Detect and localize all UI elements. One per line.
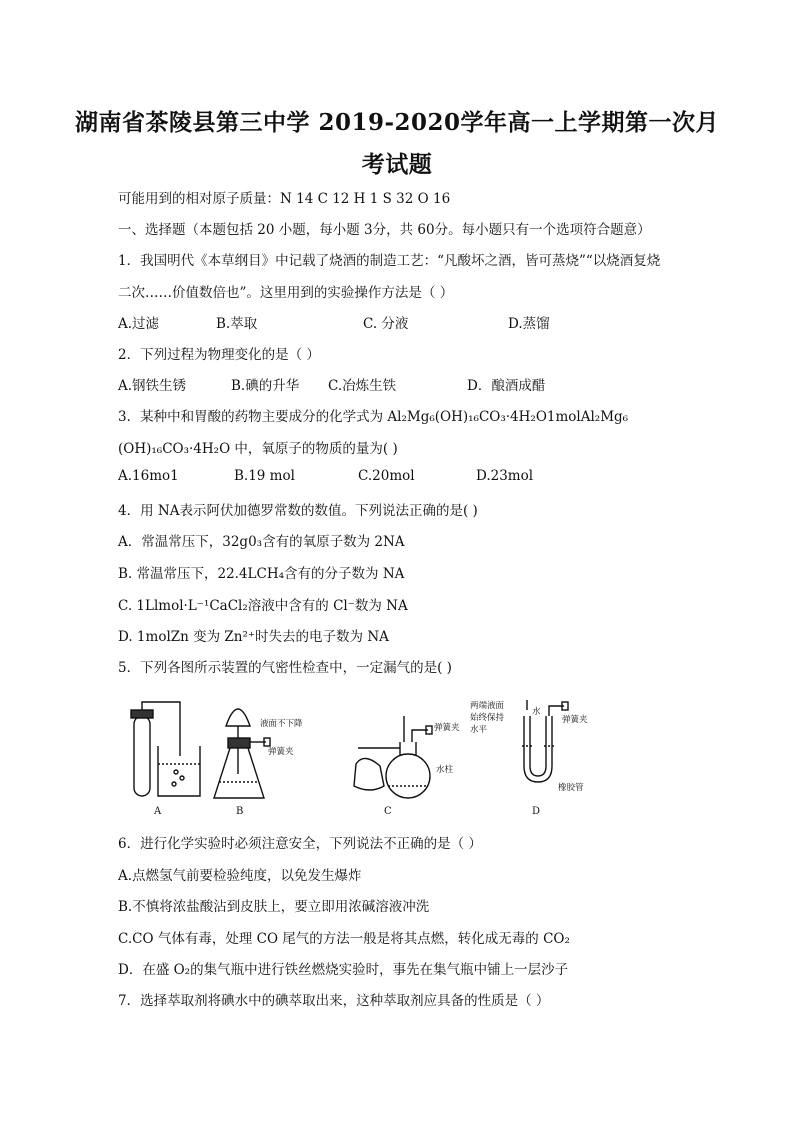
apparatus-a [131,702,200,796]
q2-option-b: B.碘的升华 [231,378,300,394]
q5-stem: 5．下列各图所示装置的气密性检查中，一定漏气的是( ) [118,660,452,676]
q3-formula-line2: (OH)₁₆CO₃·4H₂O [118,441,231,457]
atomic-masses-note: 可能用到的相对原子质量：N 14 C 12 H 1 S 32 O 16 [118,191,451,207]
label-spring-clamp-d: 弹簧夹 [562,715,588,725]
funnel-b [226,709,250,726]
q3-option-c: C.20mol [358,468,415,484]
q4-option-b: B. 常温常压下，22.4LCH₄含有的分子数为 NA [118,566,405,582]
q3-option-b: B.19 mol [234,468,295,484]
caption-a: A [154,806,162,817]
bubble-3 [172,782,176,786]
caption-b: B [236,806,244,817]
apparatus-d [522,700,568,782]
q4-option-d: D. 1molZn 变为 Zn²⁺时失去的电子数为 NA [118,629,389,645]
q3-formula: Al₂Mg₆(OH)₁₆CO₃·4H₂O1molAl₂Mg₆ [387,409,629,425]
label-water-d: 水 [532,707,541,717]
q2-stem: 2．下列过程为物理变化的是（ ） [118,347,320,363]
q1-stem-line2: 二次……价值数倍也”。这里用到的实验操作方法是（ ） [118,285,454,301]
label-liquid-not-drop: 液面不下降 [260,719,303,729]
q4-option-a: A．常温常压下，32g0₃含有的氧原子数为 2NA [118,534,405,550]
q6-option-a: A.点燃氢气前要检验纯度，以免发生爆炸 [118,868,362,884]
test-tube-a [134,716,150,796]
q3-stem-line2 [118,437,398,457]
u-tube-inner-d [530,716,546,776]
q6-option-c: C.CO 气体有毒，处理 CO 尾气的方法一般是将其点燃，转化成无毒的 CO₂ [118,931,570,947]
exam-title-line1: 湖南省茶陵县第三中学 2019-2020学年高一上学期第一次月 [74,109,720,136]
label-water-column: 水柱 [436,765,454,775]
q3-stem-suffix: 中，氧原子的物质的量为( ) [230,441,398,457]
q3-stem-prefix: 3．某种中和胃酸的药物主要成分的化学式为 [118,409,388,425]
q1-stem-line1: 1．我国明代《本草纲目》中记载了烧酒的制造工艺：“凡酸坏之酒，皆可蒸烧”“以烧酒复烧 [118,253,661,269]
label-spring-clamp-b: 弹簧夹 [268,747,294,757]
u-tube-d [524,716,552,782]
section-one-heading: 一、选择题（本题包括 20 小题，每小题 3分，共 60分。每小题只有一个选项符合题意） [118,222,651,238]
caption-d: D [532,806,541,817]
hand-c [354,758,384,790]
apparatus-c [354,716,432,798]
q1-option-c: C. 分液 [363,316,409,332]
exam-title-line2: 考试题 [361,151,433,178]
q2-option-c: C.冶炼生铁 [328,378,397,394]
stopper-b [228,738,250,748]
flask-b [214,748,264,798]
beaker-a [158,746,200,796]
q3-option-d: D.23mol [476,468,534,484]
q4-option-c: C. 1Llmol·L⁻¹CaCl₂溶液中含有的 Cl⁻数为 NA [118,598,408,614]
label-rubber-tube: 橡胶管 [558,783,584,793]
q2-option-a: A.钢铁生锈 [118,378,187,394]
bubble-2 [180,776,184,780]
q4-stem: 4．用 NA表示阿伏加德罗常数的数值。下列说法正确的是( ) [118,503,478,519]
q1-option-d: D.蒸馏 [508,316,550,332]
q6-option-d: D．在盛 O₂的集气瓶中进行铁丝燃烧实验时，事先在集气瓶中铺上一层沙子 [118,962,569,978]
q7-stem: 7．选择萃取剂将碘水中的碘萃取出来，这种萃取剂应具备的性质是（ ） [118,993,550,1009]
q1-option-a: A.过滤 [118,316,160,332]
q3-option-a: A.16mo1 [118,468,179,484]
bubble-1 [174,770,178,774]
label-d-note3: 水平 [470,725,488,735]
q3-stem-line1 [118,405,628,425]
label-d-note2: 始终保持 [470,713,505,723]
airtightness-apparatus-figure [118,686,598,818]
flask-c [386,754,430,798]
caption-c: C [384,806,392,817]
q2-option-d: D．酿酒成醋 [467,378,546,394]
label-spring-clamp-c: 弹簧夹 [434,723,460,733]
q1-option-b: B.萃取 [216,316,258,332]
q6-option-b: B.不慎将浓盐酸沾到皮肤上，要立即用浓碱溶液冲洗 [118,899,430,915]
label-d-note1: 两端液面 [470,701,505,711]
q6-stem: 6．进行化学实验时必须注意安全，下列说法不正确的是（ ） [118,836,482,852]
stopper-a [131,710,153,718]
